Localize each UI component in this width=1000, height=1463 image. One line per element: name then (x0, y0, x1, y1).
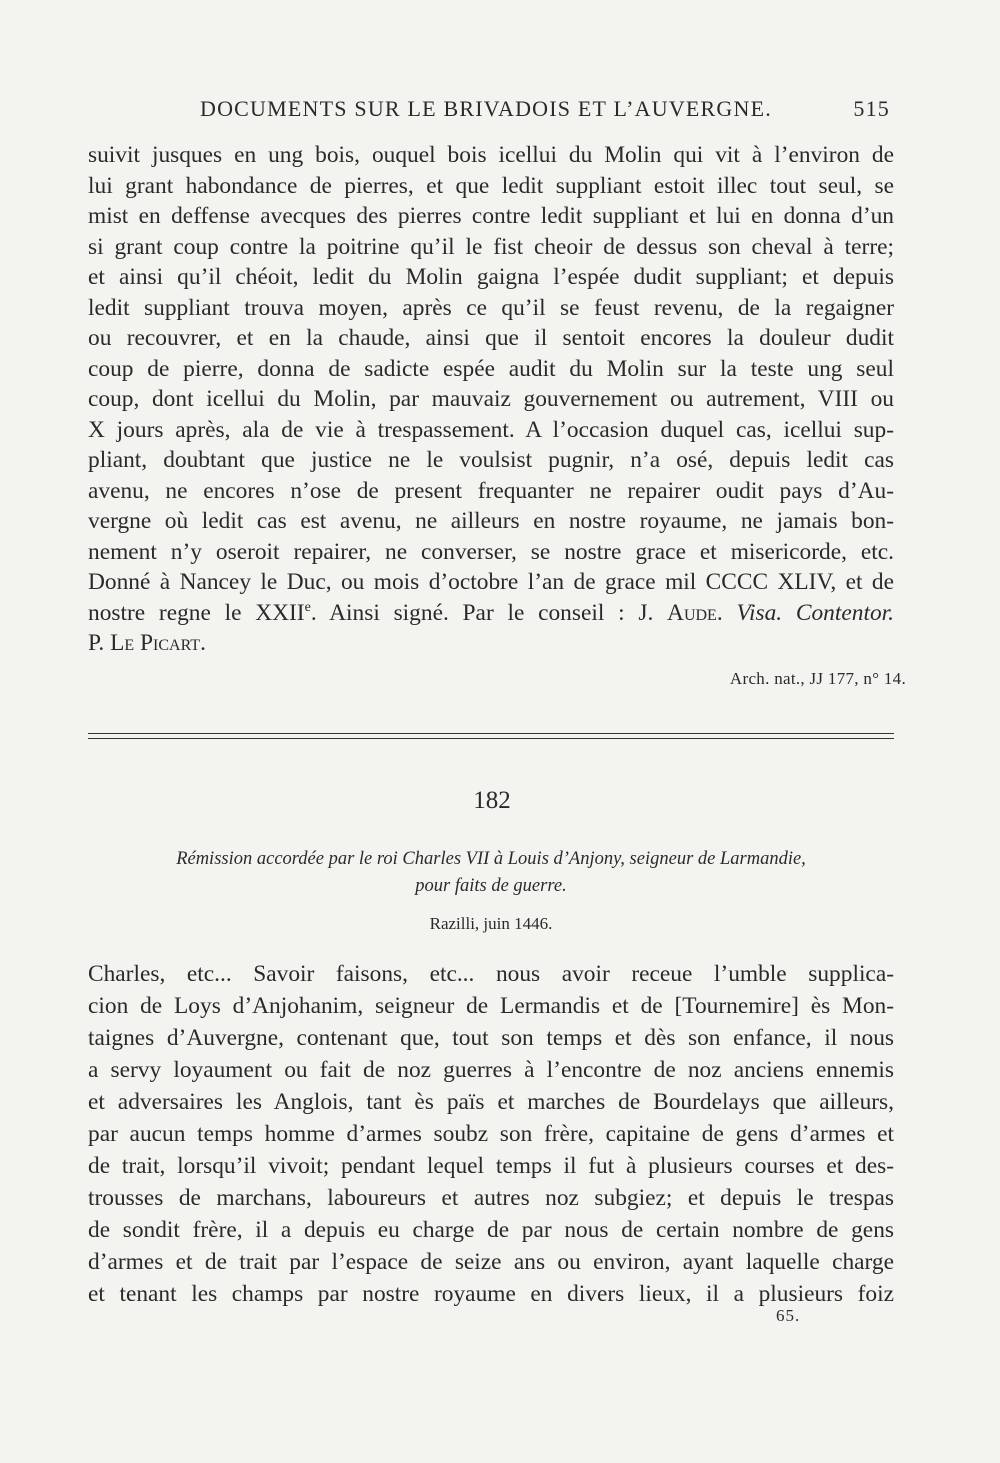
visa-contentor: Visa. Contentor. (736, 599, 894, 626)
text-line: de sondit frère, il a depuis eu charge de par nous de certain nombre de gens (88, 1217, 894, 1243)
document-number-text: 182 (473, 787, 511, 814)
signature-mark: 65. (776, 1306, 801, 1325)
body-text-part-1 (88, 140, 894, 659)
text-span: . (716, 599, 737, 626)
text-line: vergne où ledit cas est avenu, ne ailleurs en nostre royaume, ne jamais bon- (88, 508, 894, 534)
secretary-name: Aude (667, 599, 717, 626)
text-line: a servy loyaument ou fait de noz guerres à l’encontre de noz anciens ennemis (88, 1057, 894, 1083)
text-line: trousses de marchans, laboureurs et autres noz subgiez; et depuis le trespas (88, 1185, 894, 1211)
text-line: pliant, doubtant que justice ne le voulsist pugnir, n’a osé, depuis ledit cas (88, 447, 894, 473)
text-line: Donné à Nancey le Duc, ou mois d’octobre l’an de grace mil CCCC XLIV, et de (88, 569, 894, 595)
text-line: ledit suppliant trouva moyen, après ce qu’il se feust revenu, de la regaigner (88, 294, 894, 321)
text-line-signature (88, 598, 894, 629)
signer-name: Le Picart (110, 630, 201, 656)
text-line: Charles, etc... Savoir faisons, etc... nous avoir receue l’umble supplica- (88, 961, 894, 987)
text-line: X jours après, ala de vie à trespassement. A l’occasion duquel cas, icellui sup- (88, 416, 894, 443)
running-title: DOCUMENTS SUR LE BRIVADOIS ET L’AUVERGNE. (200, 96, 772, 121)
text-line: avenu, ne encores n’ose de present frequanter ne repairer oudit pays d’Au- (88, 477, 894, 504)
running-header (200, 96, 894, 130)
text-line: par aucun temps homme d’armes soubz son frère, capitaine de gens d’armes et (88, 1121, 894, 1147)
signer-initial: P. (88, 630, 111, 656)
superscript: e (304, 598, 311, 615)
text-line: et tenant les champs par nostre royaume en divers lieux, il a plusieurs foiz (88, 1281, 894, 1307)
text-line: mist en deffense avecques des pierres contre ledit suppliant et lui en donna d’un (88, 203, 894, 229)
document-number (0, 787, 1000, 815)
text-line: lui grant habondance de pierres, et que ledit suppliant estoit illec tout seul, se (88, 172, 894, 199)
text-line: coup, dont icellui du Molin, par mauvaiz gouvernement ou autrement, VIII ou (88, 386, 894, 412)
page-number: 515 (853, 96, 890, 121)
regnal-year: XXII (255, 599, 305, 626)
text-line: d’armes et de trait par l’espace de seize ans ou environ, ayant laquelle charge (88, 1249, 894, 1275)
text-span: . (200, 630, 206, 656)
text-line: si grant coup contre la poitrine qu’il le fist cheoir de dessus son cheval à terre; (88, 233, 894, 260)
text-span: nostre regne le (88, 599, 256, 626)
text-line: de trait, lorsqu’il vivoit; pendant lequel temps il fut à plusieurs courses et des- (88, 1153, 894, 1179)
text-line: nement n’y oseroit repairer, ne converser, se nostre grace et misericorde, etc. (88, 538, 894, 565)
archive-citation: Arch. nat., JJ 177, n° 14. (729, 669, 906, 688)
text-line: taignes d’Auvergne, contenant que, tout son temps et dès son enfance, il nous (88, 1025, 894, 1051)
body-text-part-2 (88, 958, 894, 1310)
text-span: . Ainsi signé. Par le conseil : J. (310, 599, 668, 626)
text-line: ou recouvrer, et en la chaude, ainsi que il sentoit encores la douleur dudit (88, 325, 894, 351)
document-title (88, 846, 894, 900)
text-line: coup de pierre, donna de sadicte espée audit du Molin sur la teste ung seul (88, 355, 894, 382)
text-line: suivit jusques en ung bois, ouquel bois icellui du Molin qui vit à l’environ de (88, 142, 894, 168)
text-line: cion de Loys d’Anjohanim, seigneur de Lermandis et de [Tournemire] ès Mon- (88, 993, 894, 1019)
document-title-line: Rémission accordée par le roi Charles VII à Louis d’Anjony, seigneur de Larmandie, (176, 849, 806, 869)
double-rule-divider (88, 733, 894, 739)
document-title-line: pour faits de guerre. (415, 876, 567, 896)
text-line-signer (88, 628, 894, 659)
document-date: Razilli, juin 1446. (429, 914, 553, 933)
text-line: et ainsi qu’il chéoit, ledit du Molin gaigna l’espée dudit suppliant; et depuis (88, 264, 894, 290)
text-line: et adversaires les Anglois, tant ès païs et marches de Bourdelays que ailleurs, (88, 1089, 894, 1115)
